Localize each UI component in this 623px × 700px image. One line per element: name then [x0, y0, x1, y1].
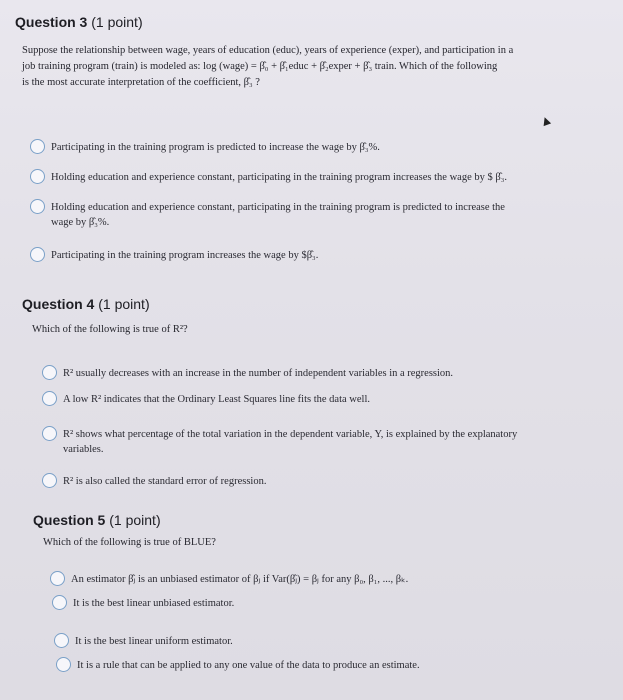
- question-5-title: Question 5 (1 point): [33, 512, 161, 528]
- option-label: R² usually decreases with an increase in the number of independent variables in a regression.: [63, 368, 454, 379]
- radio-button[interactable]: [52, 595, 67, 610]
- question-4-option-2[interactable]: [42, 392, 370, 407]
- question-4-prompt: Which of the following is true of R²?: [32, 324, 188, 335]
- question-5-option-4[interactable]: [56, 658, 420, 673]
- question-3-title: Question 3 (1 point): [15, 14, 143, 30]
- radio-button[interactable]: [30, 247, 45, 262]
- question-3-prompt-line: Suppose the relationship between wage, years of education (educ), years of experience (exper), and participation in a: [22, 45, 514, 56]
- question-3-prompt-line: job training program (train) is modeled as: log (wage) = β̂₀ + β̂₁educ + β̂₂exper + β̂₃ train. Which of the following: [22, 61, 498, 72]
- mouse-cursor-icon: [541, 116, 551, 126]
- option-label-line: wage by β̂₃%.: [51, 217, 110, 228]
- option-label: An estimator β̂ⱼ is an unbiased estimator of βⱼ if Var(β̂ⱼ) = βⱼ for any β₀, β₁, ..., βₖ.: [71, 574, 409, 585]
- option-label-line: Holding education and experience constant, participating in the training program is predicted to increase the: [51, 202, 505, 213]
- radio-button[interactable]: [30, 139, 45, 154]
- question-5-prompt: Which of the following is true of BLUE?: [43, 537, 216, 548]
- question-3-option-3[interactable]: [30, 200, 591, 230]
- question-4-title: Question 4 (1 point): [22, 296, 150, 312]
- radio-button[interactable]: [50, 571, 65, 586]
- radio-button[interactable]: [30, 199, 45, 214]
- option-label: Participating in the training program is predicted to increase the wage by β̂₃%.: [51, 142, 380, 153]
- radio-button[interactable]: [56, 657, 71, 672]
- question-3-prompt: [22, 43, 622, 91]
- question-4-option-4[interactable]: [42, 474, 266, 489]
- question-3-option-2[interactable]: [30, 170, 507, 185]
- option-label: Participating in the training program increases the wage by $β̂₃.: [51, 250, 319, 261]
- question-3-option-4[interactable]: [30, 248, 318, 263]
- option-label: A low R² indicates that the Ordinary Least Squares line fits the data well.: [63, 394, 370, 405]
- option-label: Holding education and experience constant, participating in the training program increases the wage by $ β̂₃.: [51, 172, 507, 183]
- question-3-prompt-line: is the most accurate interpretation of the coefficient, β̂₃ ?: [22, 77, 260, 88]
- option-label: It is a rule that can be applied to any one value of the data to produce an estimate.: [77, 660, 420, 671]
- radio-button[interactable]: [30, 169, 45, 184]
- radio-button[interactable]: [42, 391, 57, 406]
- question-4-option-1[interactable]: [42, 366, 453, 381]
- radio-button[interactable]: [42, 426, 57, 441]
- option-label: It is the best linear unbiased estimator.: [73, 598, 235, 609]
- radio-button[interactable]: [54, 633, 69, 648]
- radio-button[interactable]: [42, 473, 57, 488]
- option-label: [63, 427, 583, 457]
- option-label-line: variables.: [63, 444, 104, 455]
- radio-button[interactable]: [42, 365, 57, 380]
- option-label: [51, 200, 591, 230]
- question-3-option-1[interactable]: [30, 140, 380, 155]
- option-label-line: R² shows what percentage of the total variation in the dependent variable, Y, is explained by the explanatory: [63, 429, 518, 440]
- question-5-option-3[interactable]: [54, 634, 233, 649]
- question-5-option-2[interactable]: [52, 596, 234, 611]
- option-label: It is the best linear uniform estimator.: [75, 636, 233, 647]
- question-4-option-3[interactable]: [42, 427, 583, 457]
- question-5-option-1[interactable]: [50, 572, 408, 587]
- option-label: R² is also called the standard error of regression.: [63, 476, 267, 487]
